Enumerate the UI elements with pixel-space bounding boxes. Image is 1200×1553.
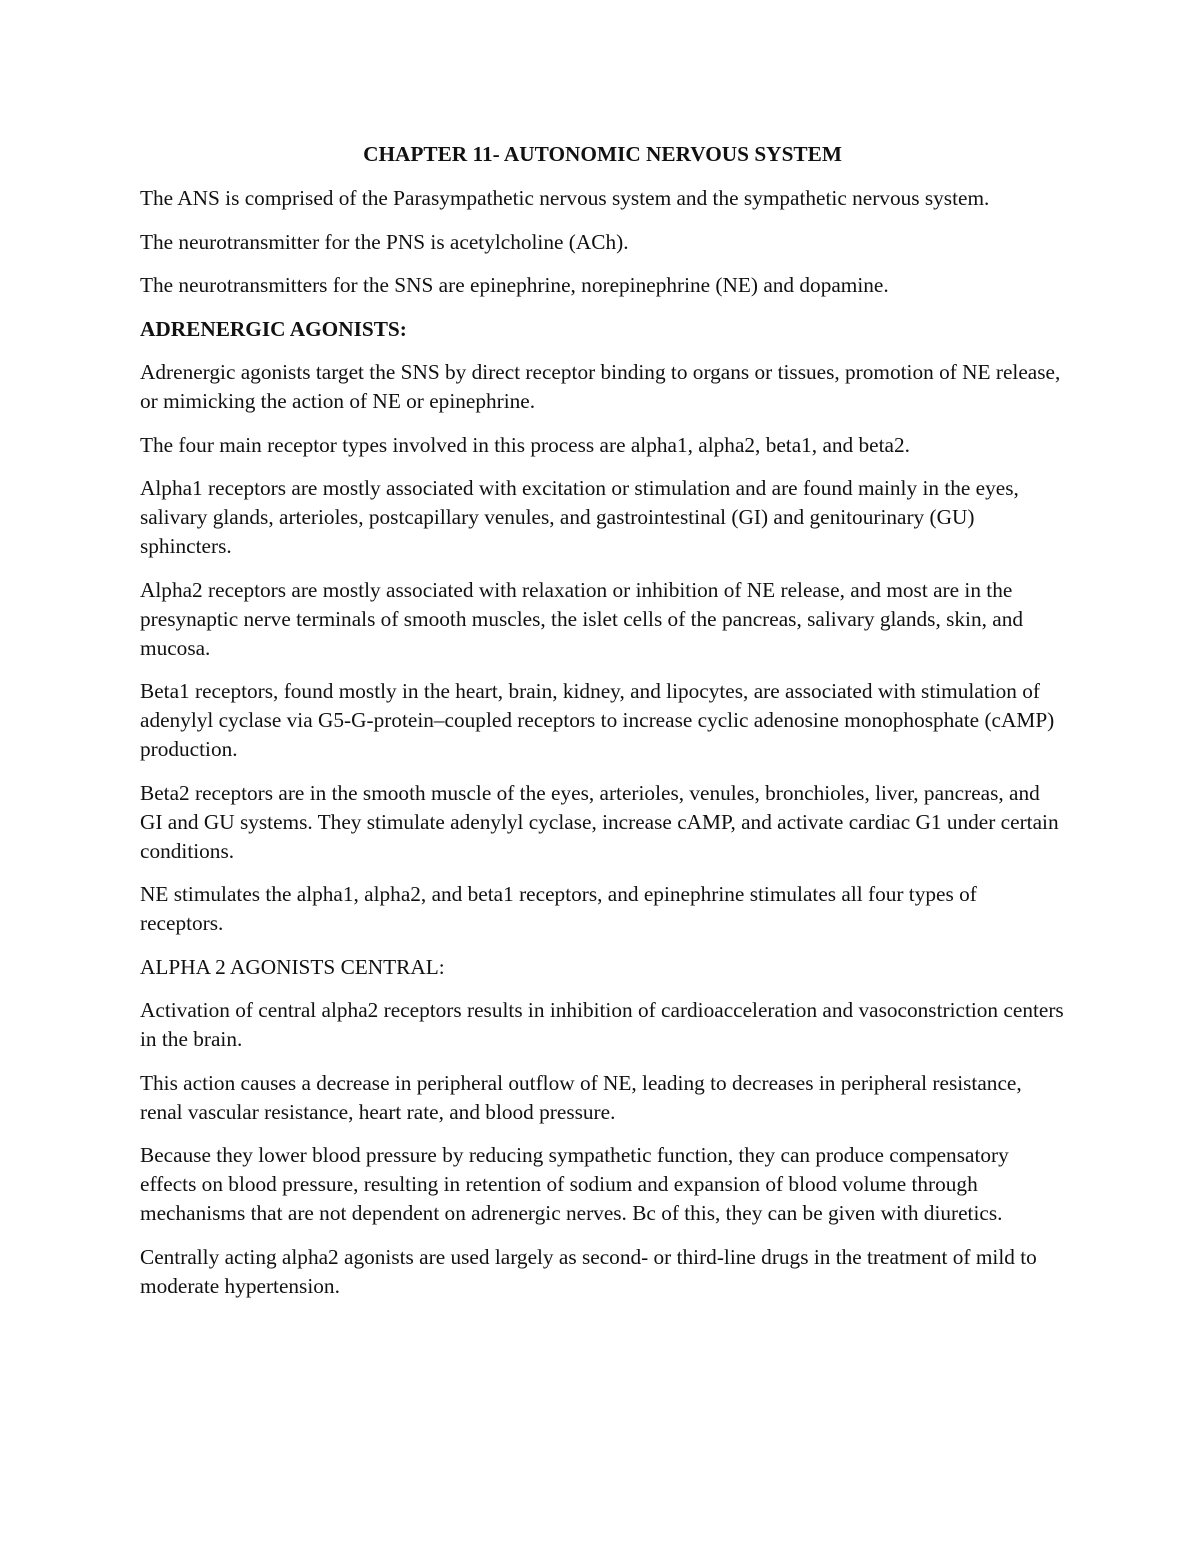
- paragraph-ne-stimulation: NE stimulates the alpha1, alpha2, and beta1 receptors, and epinephrine stimulates all four types of receptors.: [140, 882, 977, 935]
- paragraph-pns-neurotransmitter: The neurotransmitter for the PNS is acetylcholine (ACh).: [140, 229, 629, 254]
- paragraph-beta1: Beta1 receptors, found mostly in the heart, brain, kidney, and lipocytes, are associated with stimulation of adenylyl cyclase via G5-G-protein–coupled receptors to increase cyclic adenosine monophosphate (cAMP) production.: [140, 679, 1055, 761]
- paragraph-adrenergic-agonists: Adrenergic agonists target the SNS by direct receptor binding to organs or tissues, promotion of NE release, or mimicking the action of NE or epinephrine.: [140, 360, 1061, 413]
- paragraph-alpha2: Alpha2 receptors are mostly associated with relaxation or inhibition of NE release, and most are in the presynaptic nerve terminals of smooth muscles, the islet cells of the pancreas, salivary glands, skin, and mucosa.: [140, 577, 1023, 660]
- paragraph-compensatory-effects: Because they lower blood pressure by reducing sympathetic function, they can produce compensatory effects on blood pressure, resulting in retention of sodium and expansion of blood volume through mechanisms that are not dependent on adrenergic nerves. Bc of this, they can be given with diuretics.: [140, 1143, 1009, 1225]
- section-heading-alpha2-agonists-central: ALPHA 2 AGONISTS CENTRAL:: [140, 954, 445, 979]
- paragraph-ans-definition: The ANS is comprised of the Parasympathetic nervous system and the sympathetic nervous system.: [140, 186, 990, 210]
- section-heading-adrenergic-agonists: ADRENERGIC AGONISTS:: [140, 316, 407, 341]
- paragraph-second-third-line: Centrally acting alpha2 agonists are used largely as second- or third-line drugs in the treatment of mild to moderate hypertension.: [140, 1244, 1037, 1298]
- document-title: CHAPTER 11- AUTONOMIC NERVOUS SYSTEM: [363, 142, 842, 166]
- paragraph-receptor-types: The four main receptor types involved in this process are alpha1, alpha2, beta1, and beta2.: [140, 432, 910, 457]
- paragraph-alpha1: Alpha1 receptors are mostly associated with excitation or stimulation and are found mainly in the eyes, salivary glands, arterioles, postcapillary venules, and gastrointestinal (GI) and genitourinary (GU) sphincters.: [140, 476, 1019, 558]
- paragraph-peripheral-outflow: This action causes a decrease in peripheral outflow of NE, leading to decreases in peripheral resistance, renal vascular resistance, heart rate, and blood pressure.: [140, 1070, 1022, 1124]
- paragraph-central-alpha2-activation: Activation of central alpha2 receptors results in inhibition of cardioacceleration and vasoconstriction centers in the brain.: [140, 998, 1064, 1051]
- paragraph-beta2: Beta2 receptors are in the smooth muscle of the eyes, arterioles, venules, bronchioles, liver, pancreas, and GI and GU systems. They stimulate adenylyl cyclase, increase cAMP, and activate cardiac G1 under certain conditions.: [140, 780, 1059, 863]
- paragraph-sns-neurotransmitters: The neurotransmitters for the SNS are epinephrine, norepinephrine (NE) and dopamine.: [140, 273, 889, 297]
- document-page: [140, 140, 1065, 1315]
